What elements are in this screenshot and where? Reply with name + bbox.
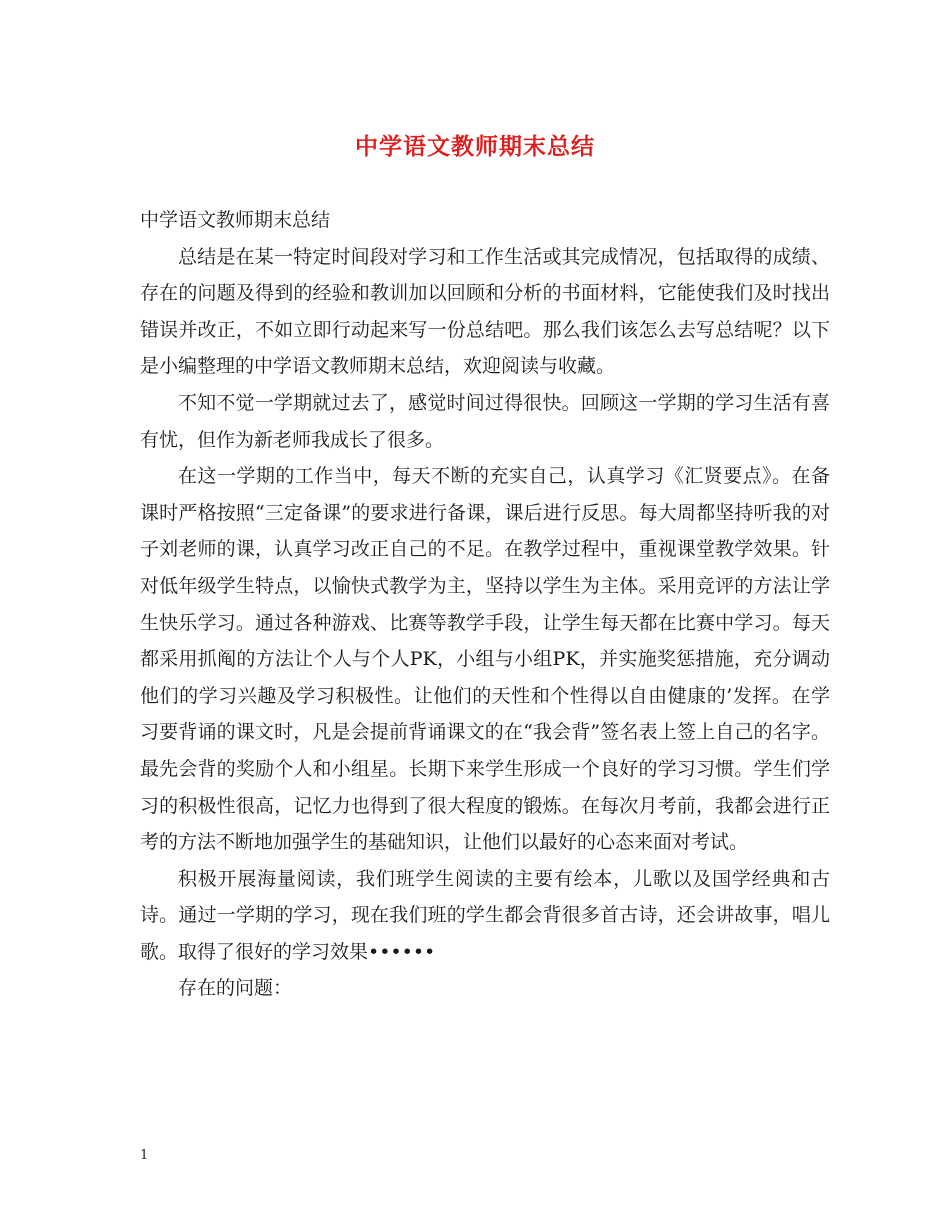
document-title: 中学语文教师期末总结 bbox=[355, 133, 595, 160]
page-number: 1 bbox=[140, 1148, 149, 1163]
document-body bbox=[140, 202, 830, 1007]
paragraph-intro: 总结是在某一特定时间段对学习和工作生活或其完成情况，包括取得的成绩、存在的问题及得到的经验和教训加以回顾和分析的书面材料，它能使我们及时找出错误并改正，不如立即行动起来写一份总结吧。那么我们该怎么去写总结呢？以下是小编整理的中学语文教师期末总结，欢迎阅读与收藏。 bbox=[140, 245, 830, 378]
document-subtitle: 中学语文教师期末总结 bbox=[140, 209, 331, 231]
paragraph-problems-heading: 存在的问题： bbox=[178, 977, 293, 1000]
paragraph-reading: 积极开展海量阅读，我们班学生阅读的主要有绘本，儿歌以及国学经典和古诗。通过一学期的学习，现在我们班的学生都会背很多首古诗，还会讲故事，唱儿歌。取得了很好的学习效果•••••• bbox=[140, 867, 830, 963]
paragraph-teaching-work: 在这一学期的工作当中，每天不断的充实自己，认真学习《汇贤要点》。在备课时严格按照“三定备课”的要求进行备课，课后进行反思。每大周都坚持听我的对子刘老师的课，认真学习改正自己的不足。在教学过程中，重视课堂教学效果。针对低年级学生特点，以愉快式教学为主，坚持以学生为主体。采用竞评的方法让学生快乐学习。通过各种游戏、比赛等教学手段，让学生每天都在比赛中学习。每天都采用抓阄的方法让个人与个人PK，小组与小组PK，并实施奖惩措施，充分调动他们的学习兴趣及学习积极性。让他们的天性和个性得以自由健康的’发挥。在学习要背诵的课文时，凡是会提前背诵课文的在“我会背”签名表上签上自己的名字。最先会背的奖励个人和小组星。长期下来学生形成一个良好的学习习惯。学生们学习的积极性很高，记忆力也得到了很大程度的锻炼。在每次月考前，我都会进行正考的方法不断地加强学生的基础知识，让他们以最好的心态来面对考试。 bbox=[140, 465, 830, 854]
paragraph-reflection: 不知不觉一学期就过去了，感觉时间过得很快。回顾这一学期的学习生活有喜有忧，但作为新老师我成长了很多。 bbox=[140, 391, 830, 451]
